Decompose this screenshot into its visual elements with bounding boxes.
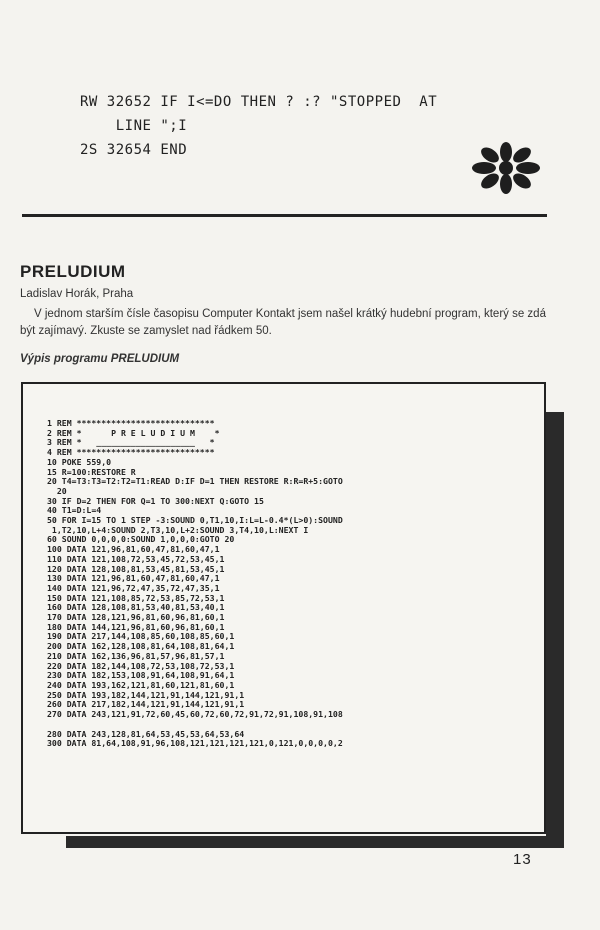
- listing-line: 1,T2,10,L+4:SOUND 2,T3,10,L+2:SOUND 3,T4,10,L:NEXT I: [47, 524, 309, 535]
- listing-line: 270 DATA 243,121,91,72,60,45,60,72,60,72,91,72,91,108,91,108: [47, 709, 343, 720]
- program-listing: [47, 419, 343, 749]
- listing-line: 300 DATA 81,64,108,91,96,108,121,121,121,121,0,121,0,0,0,0,2: [47, 738, 343, 749]
- program-listing-box: [21, 382, 546, 834]
- listing-line: 230 DATA 182,153,108,91,64,108,91,64,1: [47, 670, 235, 681]
- section-divider: [22, 214, 547, 217]
- listing-line: 1 REM ****************************: [47, 418, 215, 428]
- listing-line: 10 POKE 559,0: [47, 456, 112, 467]
- top-code-line-2: LINE ";I: [80, 118, 188, 134]
- top-code-fragment: [80, 90, 437, 162]
- listing-line: 170 DATA 128,121,96,81,60,96,81,60,1: [47, 612, 225, 623]
- listing-line: 100 DATA 121,96,81,60,47,81,60,47,1: [47, 544, 220, 555]
- listing-line: 160 DATA 128,108,81,53,40,81,53,40,1: [47, 602, 225, 613]
- article-author: Ladislav Horák, Praha: [20, 288, 134, 300]
- listing-line: 4 REM ****************************: [47, 447, 215, 458]
- listing-line: 20 T4=T3:T3=T2:T2=T1:READ D:IF D=1 THEN RESTORE R:R=R+5:GOTO: [47, 476, 343, 487]
- listing-line: 30 IF D=2 THEN FOR Q=1 TO 300:NEXT Q:GOTO 15: [47, 495, 264, 506]
- article-title: PRELUDIUM: [20, 262, 126, 281]
- listing-line: 220 DATA 182,144,108,72,53,108,72,53,1: [47, 660, 235, 671]
- listing-line: 2 REM * P R E L U D I U M *: [47, 427, 220, 438]
- listing-caption: Výpis programu PRELUDIUM: [20, 353, 180, 365]
- top-code-line-1: RW 32652 IF I<=DO THEN ? :? "STOPPED AT: [80, 94, 438, 110]
- listing-line: 210 DATA 162,136,96,81,57,96,81,57,1: [47, 650, 225, 661]
- listing-shadow-bottom: [66, 836, 564, 848]
- flower-ornament-icon: [466, 140, 546, 196]
- listing-line: 50 FOR I=15 TO 1 STEP -3:SOUND 0,T1,10,I:L=L-0.4*(L>0):SOUND: [47, 515, 343, 526]
- listing-line: 15 R=100:RESTORE R: [47, 466, 136, 477]
- listing-line: 150 DATA 121,108,85,72,53,85,72,53,1: [47, 592, 225, 603]
- listing-line: 240 DATA 193,162,121,81,60,121,81,60,1: [47, 679, 235, 690]
- listing-line: 180 DATA 144,121,96,81,60,96,81,60,1: [47, 621, 225, 632]
- listing-line: 60 SOUND 0,0,0,0:SOUND 1,0,0,0:GOTO 20: [47, 534, 235, 545]
- top-code-line-3: 2S 32654 END: [80, 142, 188, 158]
- listing-line: 110 DATA 121,108,72,53,45,72,53,45,1: [47, 553, 225, 564]
- listing-line: 200 DATA 162,128,108,81,64,108,81,64,1: [47, 641, 235, 652]
- listing-shadow-right: [546, 412, 564, 848]
- listing-line: 260 DATA 217,182,144,121,91,144,121,91,1: [47, 699, 245, 710]
- listing-line: 140 DATA 121,96,72,47,35,72,47,35,1: [47, 582, 220, 593]
- listing-line: 250 DATA 193,182,144,121,91,144,121,91,1: [47, 689, 245, 700]
- listing-line: 280 DATA 243,128,81,64,53,45,53,64,53,64: [47, 728, 245, 739]
- listing-line: 120 DATA 128,108,81,53,45,81,53,45,1: [47, 563, 225, 574]
- listing-line: 3 REM * ____________________ *: [47, 437, 215, 448]
- page-number: 13: [513, 851, 532, 868]
- article-intro: V jednom starším čísle časopisu Computer Kontakt jsem našel krátký hudební program, který se zdá být zajímavý. Zkuste se zamyslet nad řádkem 50.: [20, 308, 546, 337]
- listing-line: 40 T1=D:L=4: [47, 505, 102, 516]
- listing-line: 20: [47, 485, 67, 496]
- listing-line: 130 DATA 121,96,81,60,47,81,60,47,1: [47, 573, 220, 584]
- listing-line: 190 DATA 217,144,108,85,60,108,85,60,1: [47, 631, 235, 642]
